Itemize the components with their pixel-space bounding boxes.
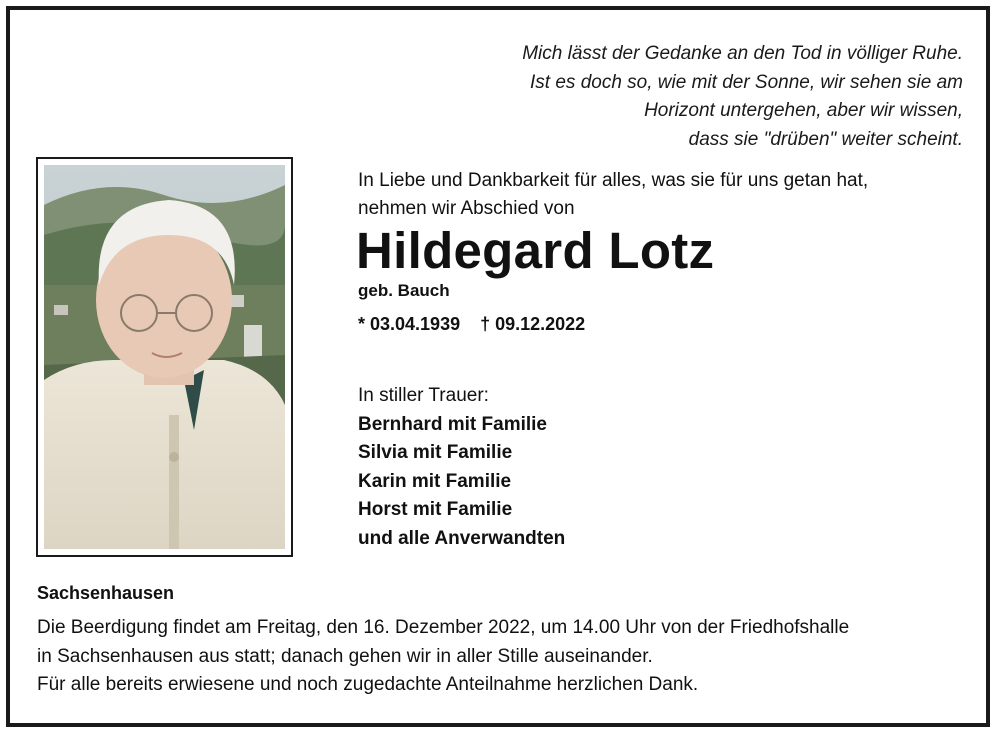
mourner-item: Horst mit Familie (358, 499, 513, 520)
deceased-name: Hildegard Lotz (356, 222, 715, 279)
quote-line: dass sie "drüben" weiter scheint. (688, 128, 963, 150)
intro-text (358, 167, 868, 223)
portrait-photo (36, 157, 293, 557)
mourner-item: Silvia mit Familie (358, 442, 513, 463)
quote-line: Mich lässt der Gedanke an den Tod in völliger Ruhe. (522, 43, 963, 64)
funeral-line: Die Beerdigung findet am Freitag, den 16. Dezember 2022, um 14.00 Uhr von der Friedhofshalle (37, 617, 850, 638)
quote (522, 40, 963, 154)
funeral-text (37, 614, 849, 700)
mourner-item: Karin mit Familie (358, 470, 512, 492)
funeral-line: Für alle bereits erwiesene und noch zugedachte Anteilnahme herzlichen Dank. (37, 674, 699, 695)
death-date: † 09.12.2022 (480, 314, 586, 334)
birth-date: * 03.04.1939 (358, 314, 461, 334)
quote-line: Horizont untergehen, aber wir wissen, (644, 100, 963, 121)
life-dates (358, 314, 585, 335)
mourners-list (358, 382, 565, 553)
place-heading: Sachsenhausen (37, 583, 175, 603)
portrait-image (44, 165, 285, 549)
intro-line: nehmen wir Abschied von (358, 198, 575, 219)
mourner-item: und alle Anverwandten (358, 527, 566, 549)
intro-line: In Liebe und Dankbarkeit für alles, was sie für uns getan hat, (358, 170, 869, 191)
maiden-name: geb. Bauch (358, 281, 450, 300)
funeral-line: in Sachsenhausen aus statt; danach gehen wir in aller Stille auseinander. (37, 645, 653, 667)
mourner-item: Bernhard mit Familie (358, 413, 547, 435)
quote-line: Ist es doch so, wie mit der Sonne, wir sehen sie am (530, 71, 963, 93)
mourners-label: In stiller Trauer: (358, 385, 489, 406)
